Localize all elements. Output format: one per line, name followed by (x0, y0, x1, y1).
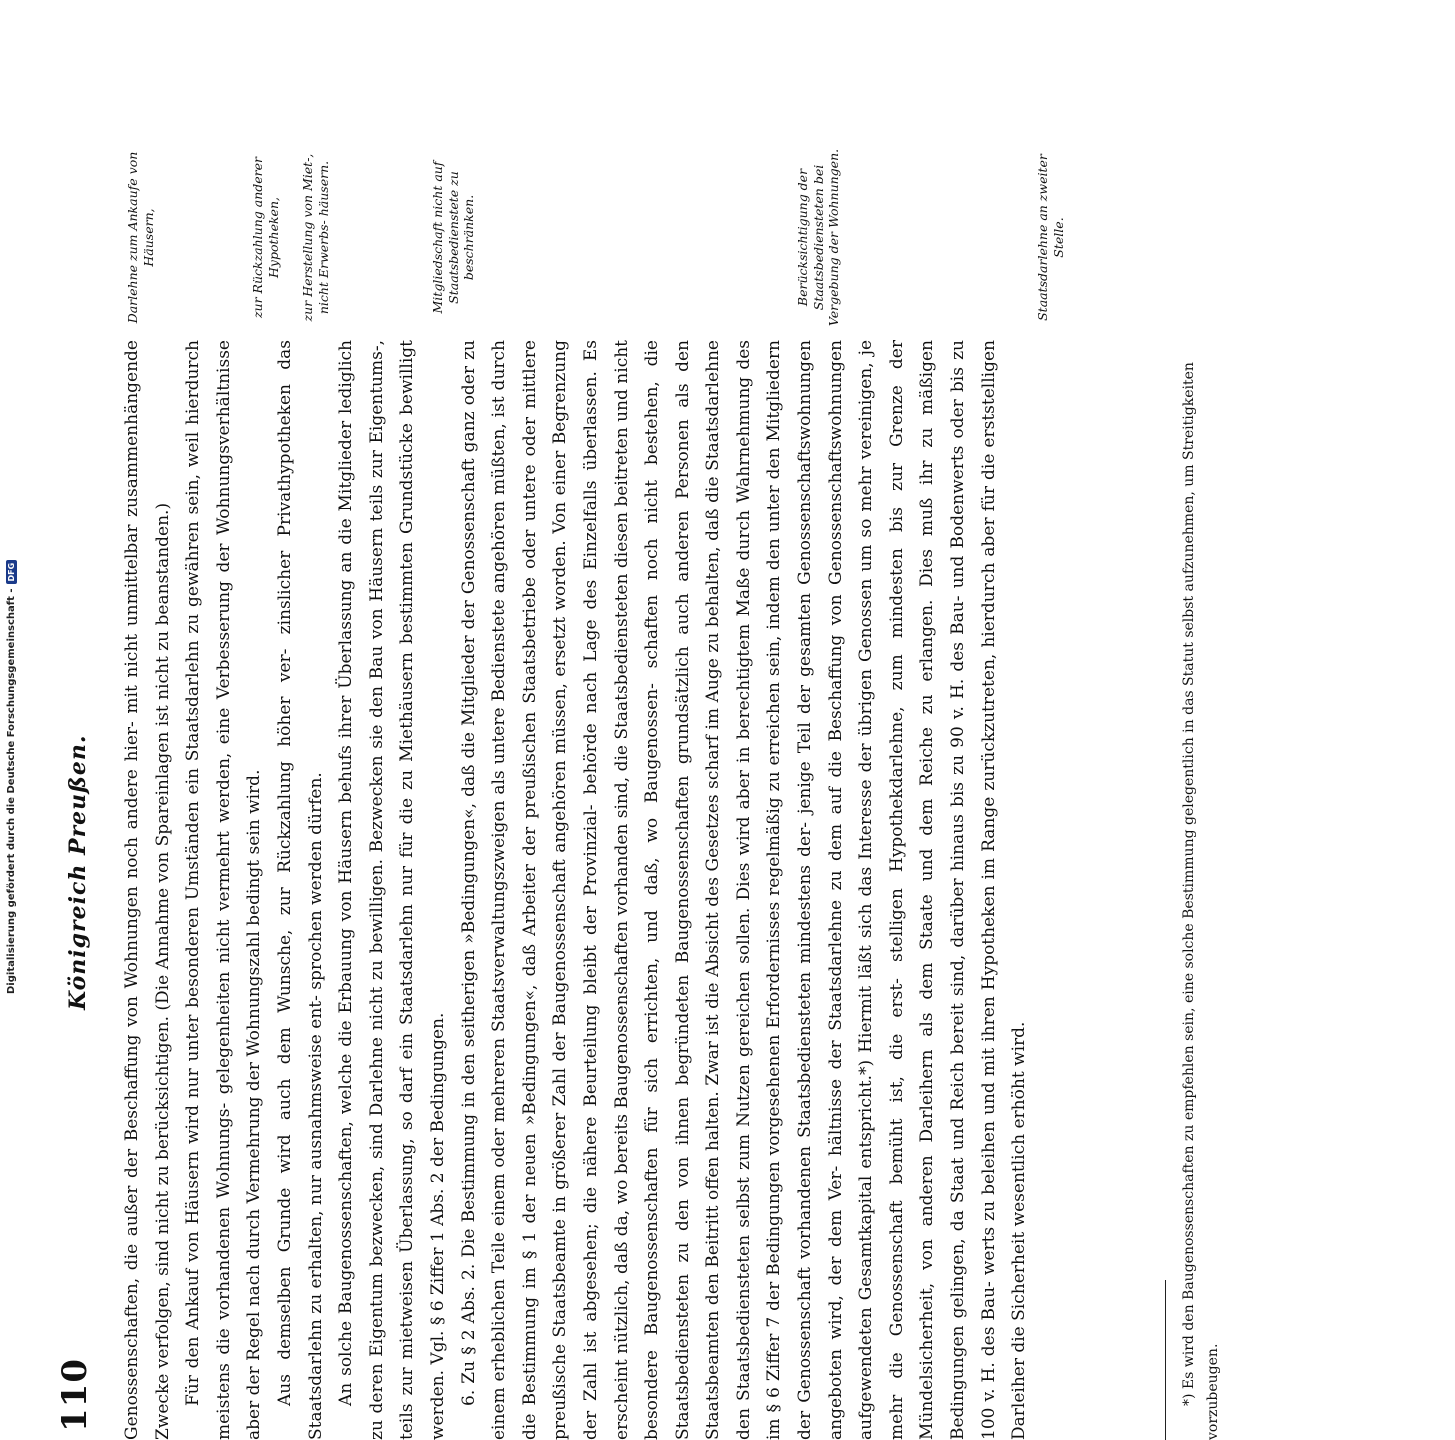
paragraph-ankauf: Für den Ankauf von Häusern wird nur unter besonderen Umständen ein Staatsdarlehn zu gewähren sein, weil hierdurch meistens die vorhandenen Wohnungs- gelegenheiten nicht vermehrt werden, eine Verbesserung der Wohnungsverhältnisse aber der Regel nach durch Vermehrung der Wohnungszahl bedingt sein wird. (183, 340, 265, 1440)
credit-text: Digitalisierung gefördert durch die Deutsche Forschungsgemeinschaft - (6, 588, 17, 994)
running-title: Königreich Preußen. (65, 734, 91, 1010)
margin-note-rueckzahlung: zur Rückzahlung anderer Hypotheken, (250, 156, 281, 319)
page-header (55, 340, 115, 1440)
page-number: 110 (55, 1358, 95, 1432)
margin-note-zweite-stelle: Staatsdarlehne an zweiter Stelle. (1035, 154, 1066, 321)
margin-note-ankauf: Darlehne zum Ankaufe von Häusern, (125, 151, 156, 324)
dfg-logo-icon: DFG (6, 560, 17, 585)
body-text (117, 340, 1035, 1440)
margin-note-mitgliedschaft: Mitgliedschaft nicht auf Staatsbedienstete zu beschränken. (430, 161, 476, 314)
footnote: *) Es wird den Baugenossenschaften zu empfehlen sein, eine solche Bestimmung gelegentlich in das Statut selbst aufzunehmen, um Streitigkeiten vorzubeugen. (1181, 362, 1221, 1440)
rotated-page (55, 10, 1325, 1440)
paragraph-genossenschaften: Genossenschaften, die außer der Beschaffung von Wohnungen noch andere hier- mit nicht unmittelbar zusammenhängende Zwecke verfolgen, sind nicht zu berücksichtigen. (Die Annahme von Spareinlagen ist nicht zu beanstanden.) (122, 340, 173, 1440)
footnote-rule (1165, 1280, 1166, 1440)
margin-note-miethaeuser: zur Herstellung von Miet-, nicht Erwerbs- häusern. (300, 153, 331, 322)
paragraph-eigentum: An solche Baugenossenschaften, welche die Erbauung von Häusern behufs ihrer Überlassung an die Mitglieder lediglich zu deren Eigentum bezwecken, sind Darlehne nicht zu bewilligen. Bezwecken sie den Bau von Häusern teils zur Eigentums-, teils zur mietweisen Überlassung, so darf ein Staatsdarlehn nur für die zu Miethäusern bestimmten Grundstücke bewilligt werden. Vgl. § 6 Ziffer 1 Abs. 2 der Bedingungen. (336, 340, 448, 1440)
paragraph-section-6: 6. Zu § 2 Abs. 2. Die Bestimmung in den seitherigen »Bedingungen«, daß die Mitglieder der Genossenschaft ganz oder zu einem erheblichen Teile einem oder mehreren Staatsverwaltungszweigen als untere Bedienstete angehören müßten, ist durch die Bestimmung im § 1 der neuen »Bedingungen«, daß Arbeiter der preußischen Staatsbetriebe oder untere oder mittlere preußische Staatsbeamte in größerer Zahl der Baugenossenschaft angehören müssen, ersetzt worden. Von einer Begrenzung der Zahl ist abgesehen; die nähere Beurteilung bleibt der Provinzial- behörde nach Lage des Einzelfalls überlassen. Es erscheint nützlich, daß da, wo bereits Baugenossenschaften vorhanden sind, die Staatsbediensteten diesen beitreten und nicht besondere Baugenossenschaften für sich errichten, und daß, wo Baugenossen- schaften noch nicht bestehen, die Staatsbediensteten zu den von ihnen begründeten Baugenossenschaften grundsätzlich auch anderen Personen als den Staatsbeamten den Beitritt offen halten. Zwar ist die Absicht des Gesetzes scharf im Auge zu behalten, daß die Staatsdarlehne den Staatsbediensteten selbst zum Nutzen gereichen sollen. Dies wird aber in berechtigtem Maße durch Wahrnehmung des im § 6 Ziffer 7 der Bedingungen vorgesehenen Erfordernisses regelmäßig zu erreichen sein, indem den unter den Mitgliedern der Genossenschaft vorhandenen Staatsbediensteten mindestens der- jenige Teil der gesamten Genossenschaftswohnungen angeboten wird, der dem Ver- hältnisse der Staatsdarlehne zu dem auf die Beschaffung von Genossenschaftswohnungen aufgewendeten Gesamtkapital entspricht.*) Hiermit läßt sich das Interesse der übrigen Genossen um so mehr vereinigen, je mehr die Genossenschaft bemüht ist, die erst- stelligen Hypothekdarlehne, zum mindesten bis zur Grenze der Mündelsicherheit, von anderen Darleihern als dem Staate und dem Reiche zu erlangen. Dies muß ihr zu mäßigen Bedingungen gelingen, da Staat und Reich bereit sind, darüber hinaus bis zu 90 v. H. des Bau- und Bodenwerts oder bis zu 100 v. H. des Bau- werts zu beleihen und mit ihren Hypotheken im Range zurückzutreten, hierdurch aber für die erststelligen Darleiher die Sicherheit wesentlich erhöht wird. (458, 340, 1030, 1440)
margin-note-beruecksichtigung: Berücksichtigung der Staatsbediensteten bei Vergebung der Wohnungen. (795, 148, 841, 327)
paragraph-rueckzahlung: Aus demselben Grunde wird auch dem Wunsche, zur Rückzahlung höher ver- zinslicher Privathypotheken das Staatsdarlehn zu erhalten, nur ausnahmsweise ent- sprochen werden dürfen. (274, 340, 326, 1440)
digitization-credit (6, 4, 17, 994)
